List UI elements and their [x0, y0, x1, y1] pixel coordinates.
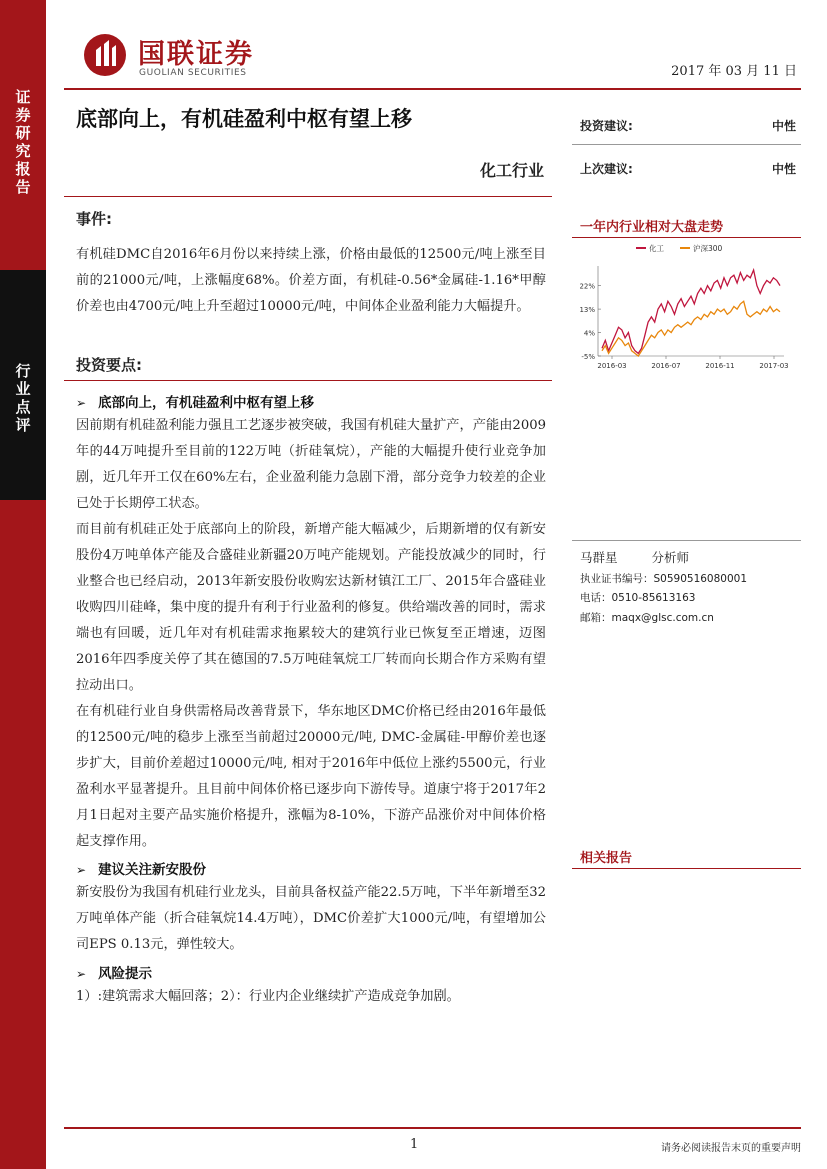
analyst-title: 分析师	[651, 550, 690, 565]
relative-performance-chart	[572, 240, 801, 380]
report-date: 2017 年 03 月 11 日	[671, 64, 797, 79]
x-tick-label: 2016-11	[705, 362, 735, 370]
sidebar-bottom-strip	[0, 500, 46, 1169]
page-title: 底部向上，有机硅盈利中枢有望上移	[76, 107, 412, 131]
sidebar-tab-industry-review: 行 业 点 评	[15, 362, 31, 434]
analyst-name: 马群星 分析师	[580, 550, 690, 565]
analyst-email[interactable]: 邮箱：maqx@glsc.com.cn	[580, 612, 714, 624]
header-rule	[64, 88, 801, 90]
logo-mark-icon	[82, 32, 128, 78]
related-reports-heading: 相关报告	[580, 851, 633, 866]
recommend-paragraph: 新安股份为我国有机硅行业龙头，目前具备权益产能22.5万吨，下半年新增至32万吨单体产能（折合硅氧烷14.4万吨），DMC价差扩大1000元/吨，有望增加公司EPS 0.13元，弹性较大。	[76, 885, 546, 952]
chart-heading-rule	[572, 237, 801, 238]
logo	[82, 28, 302, 84]
rating-current-value: 中性	[772, 119, 797, 133]
analyst-phone: 电话：0510-85613163	[580, 592, 696, 604]
y-tick-label: 22%	[579, 282, 595, 291]
x-tick-label: 2016-03	[597, 362, 627, 370]
bottom-up-paragraph-1: 因前期有机硅盈利能力强且工艺逐步被突破，我国有机硅大量扩产，产能由2009年的44万吨提升至目前的122万吨（折硅氧烷），产能的大幅提升使行业竞争加剧，近几年开工仅在60%左右，企业盈利能力急剧下滑，部分竞争力较差的企业已处于长期停工状态。	[76, 418, 546, 511]
x-tick-label: 2017-03	[759, 362, 789, 370]
event-text: 有机硅DMC自2016年6月份以来持续上涨，价格由最低的12500元/吨上涨至目前的21000元/吨，上涨幅度68%。价差方面，有机硅-0.56*金属硅-1.16*甲醇价差也由4700元/吨上升至超过10000元/吨，中间体企业盈利能力大幅提升。	[76, 247, 546, 314]
x-tick-label: 2016-07	[651, 362, 681, 370]
y-tick-label: -5%	[581, 353, 595, 361]
bullet-risk: ➢ 风险提示	[76, 966, 153, 982]
y-tick-label: 4%	[583, 329, 595, 338]
page-number: 1	[410, 1137, 419, 1152]
arrow-icon: ➢	[76, 967, 87, 981]
key-points-rule	[64, 380, 552, 381]
rating-rule	[572, 144, 801, 145]
analyst-rule	[572, 540, 801, 541]
arrow-icon: ➢	[76, 863, 87, 877]
rating-current-label: 投资建议:	[580, 119, 633, 133]
series-line-chemical	[602, 270, 780, 353]
chart-heading: 一年内行业相对大盘走势	[580, 220, 724, 235]
title-rule	[64, 196, 552, 197]
footer-disclaimer: 请务必阅读报告末页的重要声明	[661, 1143, 801, 1154]
bullet-bottom-up: ➢ 底部向上，有机硅盈利中枢有望上移	[76, 395, 315, 411]
logo-text-cn: 国联证券	[138, 39, 254, 70]
related-rule	[572, 868, 801, 869]
key-points-heading: 投资要点:	[76, 356, 142, 374]
footer-rule	[64, 1127, 801, 1129]
analyst-cert: 执业证书编号：S0590516080001	[580, 573, 748, 585]
industry-label: 化工行业	[479, 161, 544, 180]
bottom-up-paragraph-2: 而目前有机硅正处于底部向上的阶段，新增产能大幅减少，后期新增的仅有新安股份4万吨单体产能及合盛硅业新疆20万吨产能规划。产能投放减少的同时，行业整合也已经启动，2013年新安股份收购宏达新材镇江工厂、2015年合盛硅业收购四川硅峰，集中度的提升有利于行业盈利的修复。供给端改善的同时，需求端也有回暖，近几年对有机硅需求拖累较大的建筑行业已恢复至正增速，迈图2016年四季度关停了其在德国的7.5万吨硅氧烷工厂转而向长期合作方采购有望拉动出口。	[76, 522, 546, 693]
rating-previous-value: 中性	[772, 162, 797, 176]
legend-label-hs300: 沪深300	[693, 244, 723, 253]
rating-previous-label: 上次建议:	[580, 162, 633, 176]
logo-text-en: GUOLIAN SECURITIES	[139, 68, 247, 78]
bullet-recommend: ➢ 建议关注新安股份	[76, 862, 207, 878]
series-line-hs300	[602, 301, 780, 356]
bottom-up-paragraph-3: 在有机硅行业自身供需格局改善背景下，华东地区DMC价格已经由2016年最低的12500元/吨的稳步上涨至当前超过20000元/吨, DMC-金属硅-甲醇价差也逐步扩大，目前价差超过10000元/吨, 相对于2016年中低位上涨约5500元，行业盈利水平显著提升。且目前中间体价格已逐步向下游传导。道康宁将于2017年2月1日起对主要产品实施价格提升，涨幅为8-10%，下游产品涨价对中间体价格起支撑作用。	[76, 704, 546, 849]
legend-label-chemical: 化工	[649, 244, 664, 253]
arrow-icon: ➢	[76, 396, 87, 410]
sidebar-tab-research-report: 证 券 研 究 报 告	[15, 88, 31, 196]
y-tick-label: 13%	[579, 306, 595, 315]
risk-paragraph: 1）:建筑需求大幅回落；2）：行业内企业继续扩产造成竞争加剧。	[76, 989, 460, 1004]
event-heading: 事件:	[76, 210, 112, 228]
